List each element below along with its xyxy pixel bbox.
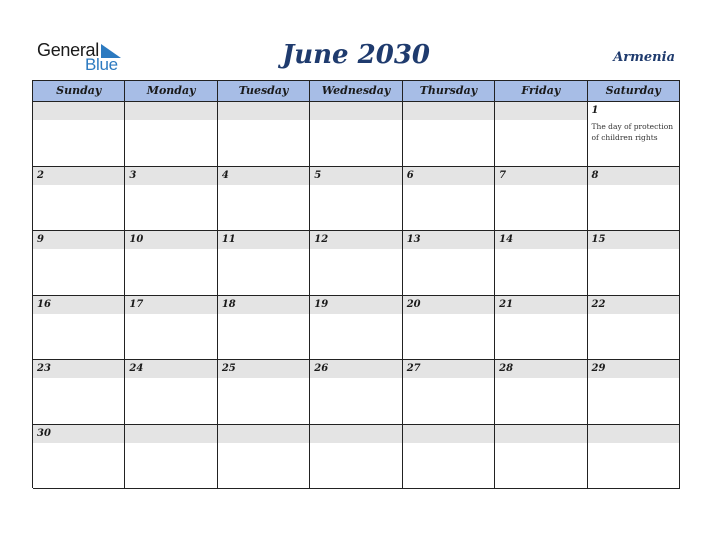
day-number: 1 <box>591 105 599 116</box>
day-number: 3 <box>129 169 137 181</box>
day-cell[interactable] <box>218 296 310 361</box>
day-cell[interactable] <box>403 425 495 490</box>
day-cell[interactable] <box>33 102 125 167</box>
day-cell[interactable] <box>495 296 587 361</box>
day-cell[interactable] <box>218 231 310 296</box>
day-cell[interactable] <box>588 360 680 425</box>
day-number: 13 <box>406 234 421 245</box>
day-cell[interactable] <box>495 167 587 232</box>
day-cell[interactable] <box>33 296 125 361</box>
day-number: 29 <box>591 363 606 374</box>
day-number: 7 <box>499 169 507 181</box>
day-cell[interactable] <box>125 231 217 296</box>
day-cell[interactable] <box>403 360 495 425</box>
day-cell[interactable] <box>125 102 217 167</box>
day-cell[interactable] <box>310 425 402 490</box>
day-cell[interactable] <box>495 231 587 296</box>
day-cell[interactable] <box>125 167 217 232</box>
calendar-title: June 2030 <box>281 40 431 70</box>
day-number: 10 <box>129 234 144 245</box>
day-cell[interactable] <box>495 102 587 167</box>
day-number-bar <box>403 102 494 120</box>
day-number: 6 <box>406 169 414 181</box>
day-number: 21 <box>499 298 514 310</box>
day-number: 8 <box>591 169 599 181</box>
week-row <box>33 167 680 232</box>
logo-word-blue: Blue <box>85 55 118 74</box>
day-number: 26 <box>314 363 329 374</box>
day-cell[interactable] <box>218 425 310 490</box>
day-cell[interactable] <box>310 231 402 296</box>
day-number-bar <box>125 102 216 120</box>
day-cell[interactable] <box>310 296 402 361</box>
day-number: 15 <box>591 234 606 245</box>
day-number-bar <box>588 102 679 120</box>
weekday-friday: Friday <box>495 81 587 102</box>
day-number-bar <box>588 167 679 185</box>
weekday-saturday: Saturday <box>588 81 680 102</box>
day-number: 5 <box>314 169 322 181</box>
weekday-monday: Monday <box>125 81 217 102</box>
day-cell[interactable] <box>588 167 680 232</box>
day-cell[interactable] <box>403 231 495 296</box>
day-number: 9 <box>37 234 44 245</box>
day-cell[interactable] <box>495 360 587 425</box>
day-cell[interactable] <box>310 360 402 425</box>
day-number-bar <box>310 425 401 443</box>
day-cell[interactable] <box>495 425 587 490</box>
day-number: 20 <box>406 298 421 310</box>
weekday-sunday: Sunday <box>33 81 125 102</box>
week-row <box>33 360 680 425</box>
day-number-bar <box>403 425 494 443</box>
day-number: 28 <box>499 363 514 374</box>
day-cell[interactable] <box>403 167 495 232</box>
day-number-bar <box>218 167 309 185</box>
day-number-bar <box>125 425 216 443</box>
day-number-bar <box>403 167 494 185</box>
day-number-bar <box>33 231 124 249</box>
weekday-wednesday: Wednesday <box>310 81 402 102</box>
weekday-tuesday: Tuesday <box>218 81 310 102</box>
day-number: 14 <box>499 234 514 245</box>
day-number-bar <box>310 167 401 185</box>
day-cell[interactable] <box>403 296 495 361</box>
day-cell[interactable] <box>125 425 217 490</box>
day-number-bar <box>218 425 309 443</box>
holiday-note: The day of protection of children rights <box>591 122 674 142</box>
weekday-thursday: Thursday <box>403 81 495 102</box>
day-cell[interactable] <box>310 102 402 167</box>
day-cell[interactable] <box>310 167 402 232</box>
day-cell[interactable] <box>403 102 495 167</box>
week-row <box>33 425 680 490</box>
day-cell[interactable] <box>125 296 217 361</box>
day-number: 2 <box>37 169 44 181</box>
day-number-bar <box>588 425 679 443</box>
logo-word-general: General <box>37 40 99 60</box>
day-number: 4 <box>221 169 229 181</box>
day-cell[interactable] <box>33 231 125 296</box>
day-number: 16 <box>37 298 51 310</box>
day-number-bar <box>310 102 401 120</box>
day-number: 18 <box>221 298 236 310</box>
day-number: 24 <box>129 363 144 374</box>
day-number: 25 <box>221 363 236 374</box>
country-label: Armenia <box>613 50 675 65</box>
week-row <box>33 231 680 296</box>
day-number: 11 <box>221 234 236 245</box>
day-cell[interactable] <box>218 167 310 232</box>
day-number: 19 <box>314 298 329 310</box>
day-cell[interactable] <box>588 296 680 361</box>
day-number-bar <box>33 167 124 185</box>
day-cell[interactable] <box>125 360 217 425</box>
day-number-bar <box>495 102 586 120</box>
day-cell[interactable] <box>588 231 680 296</box>
calendar-grid <box>32 80 680 488</box>
day-number: 12 <box>314 234 329 245</box>
day-cell[interactable] <box>33 425 125 490</box>
week-row <box>33 102 680 167</box>
day-number-bar <box>125 167 216 185</box>
day-cell[interactable] <box>218 102 310 167</box>
weekday-header-row <box>33 81 680 102</box>
day-number-bar <box>33 102 124 120</box>
day-cell[interactable] <box>33 167 125 232</box>
day-number-bar <box>495 425 586 443</box>
day-number-bar <box>495 167 586 185</box>
day-number: 17 <box>129 298 144 310</box>
day-number-bar <box>218 102 309 120</box>
day-cell[interactable] <box>588 102 680 167</box>
day-number: 23 <box>37 363 51 374</box>
day-cell[interactable] <box>33 360 125 425</box>
day-cell[interactable] <box>218 360 310 425</box>
week-row <box>33 296 680 361</box>
day-number: 27 <box>406 363 421 374</box>
day-number: 22 <box>591 298 606 310</box>
day-number: 30 <box>37 427 51 439</box>
day-cell[interactable] <box>588 425 680 490</box>
